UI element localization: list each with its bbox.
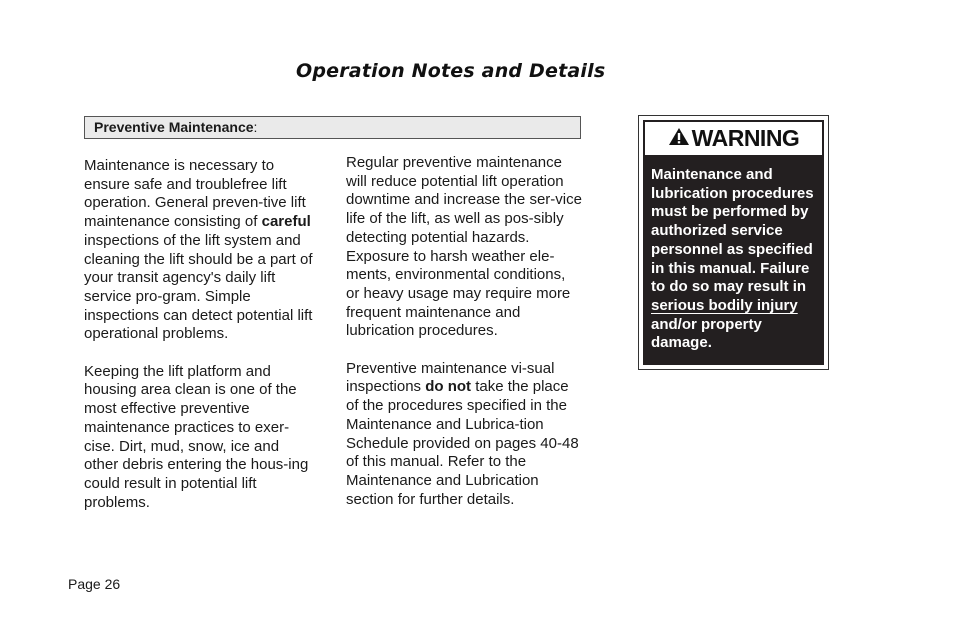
paragraph: Regular preventive maintenance will reduce potential lift operation downtime and increase the ser-vice life of the lift, as well as pos-sibly detecting potential hazards. Exposure to harsh weather ele-ments, environmental conditions, or heavy usage may require more frequent maintenance and lubrication procedures. bbox=[346, 154, 582, 340]
paragraph-text: take the place of the procedures specified in the Maintenance and Lubrica-tion Schedule provided on pages 40-48 of this manual. Refer to the Maintenance and Lubrication section for further details. bbox=[346, 378, 579, 508]
bold-text: careful bbox=[261, 213, 311, 231]
section-heading: Preventive Maintenance bbox=[94, 119, 254, 135]
page-number: Page 26 bbox=[68, 576, 121, 592]
text-column-left bbox=[84, 157, 316, 512]
warning-underlined-text: serious bodily injury bbox=[651, 296, 798, 314]
warning-text-part: and/or property damage. bbox=[651, 315, 762, 352]
paragraph bbox=[84, 157, 316, 344]
warning-text-part: Maintenance and lubrication procedures must be performed by authorized service personnel as specified in this manual. Failure to do so may result in bbox=[651, 166, 814, 296]
section-heading-suffix: : bbox=[253, 119, 258, 135]
warning-header bbox=[645, 122, 822, 155]
warning-box bbox=[638, 115, 829, 370]
paragraph-text: Maintenance is necessary to ensure safe and troublefree lift operation. General preven-tive lift maintenance consisting of bbox=[84, 157, 306, 231]
bold-text: do not bbox=[425, 378, 472, 396]
text-column-right bbox=[346, 154, 582, 509]
warning-title: WARNING bbox=[691, 125, 800, 151]
paragraph bbox=[346, 360, 582, 510]
page-title: Operation Notes and Details bbox=[296, 60, 606, 82]
warning-text bbox=[651, 166, 823, 353]
warning-panel bbox=[643, 120, 824, 365]
section-heading-bar bbox=[84, 116, 581, 139]
paragraph: Keeping the lift platform and housing area clean is one of the most effective preventive maintenance practices to exer-cise. Dirt, mud, snow, ice and other debris entering the hous-ing could result in potential lift problems. bbox=[84, 362, 309, 511]
paragraph-text: Preventive maintenance vi-sual inspections bbox=[346, 359, 555, 396]
paragraph-text: inspections of the lift system and cleaning the lift should be a part of your transit agency's daily lift service pro-gram. Simple inspections can detect potential lift operational problems. bbox=[84, 231, 313, 343]
warning-triangle-icon bbox=[668, 127, 690, 151]
